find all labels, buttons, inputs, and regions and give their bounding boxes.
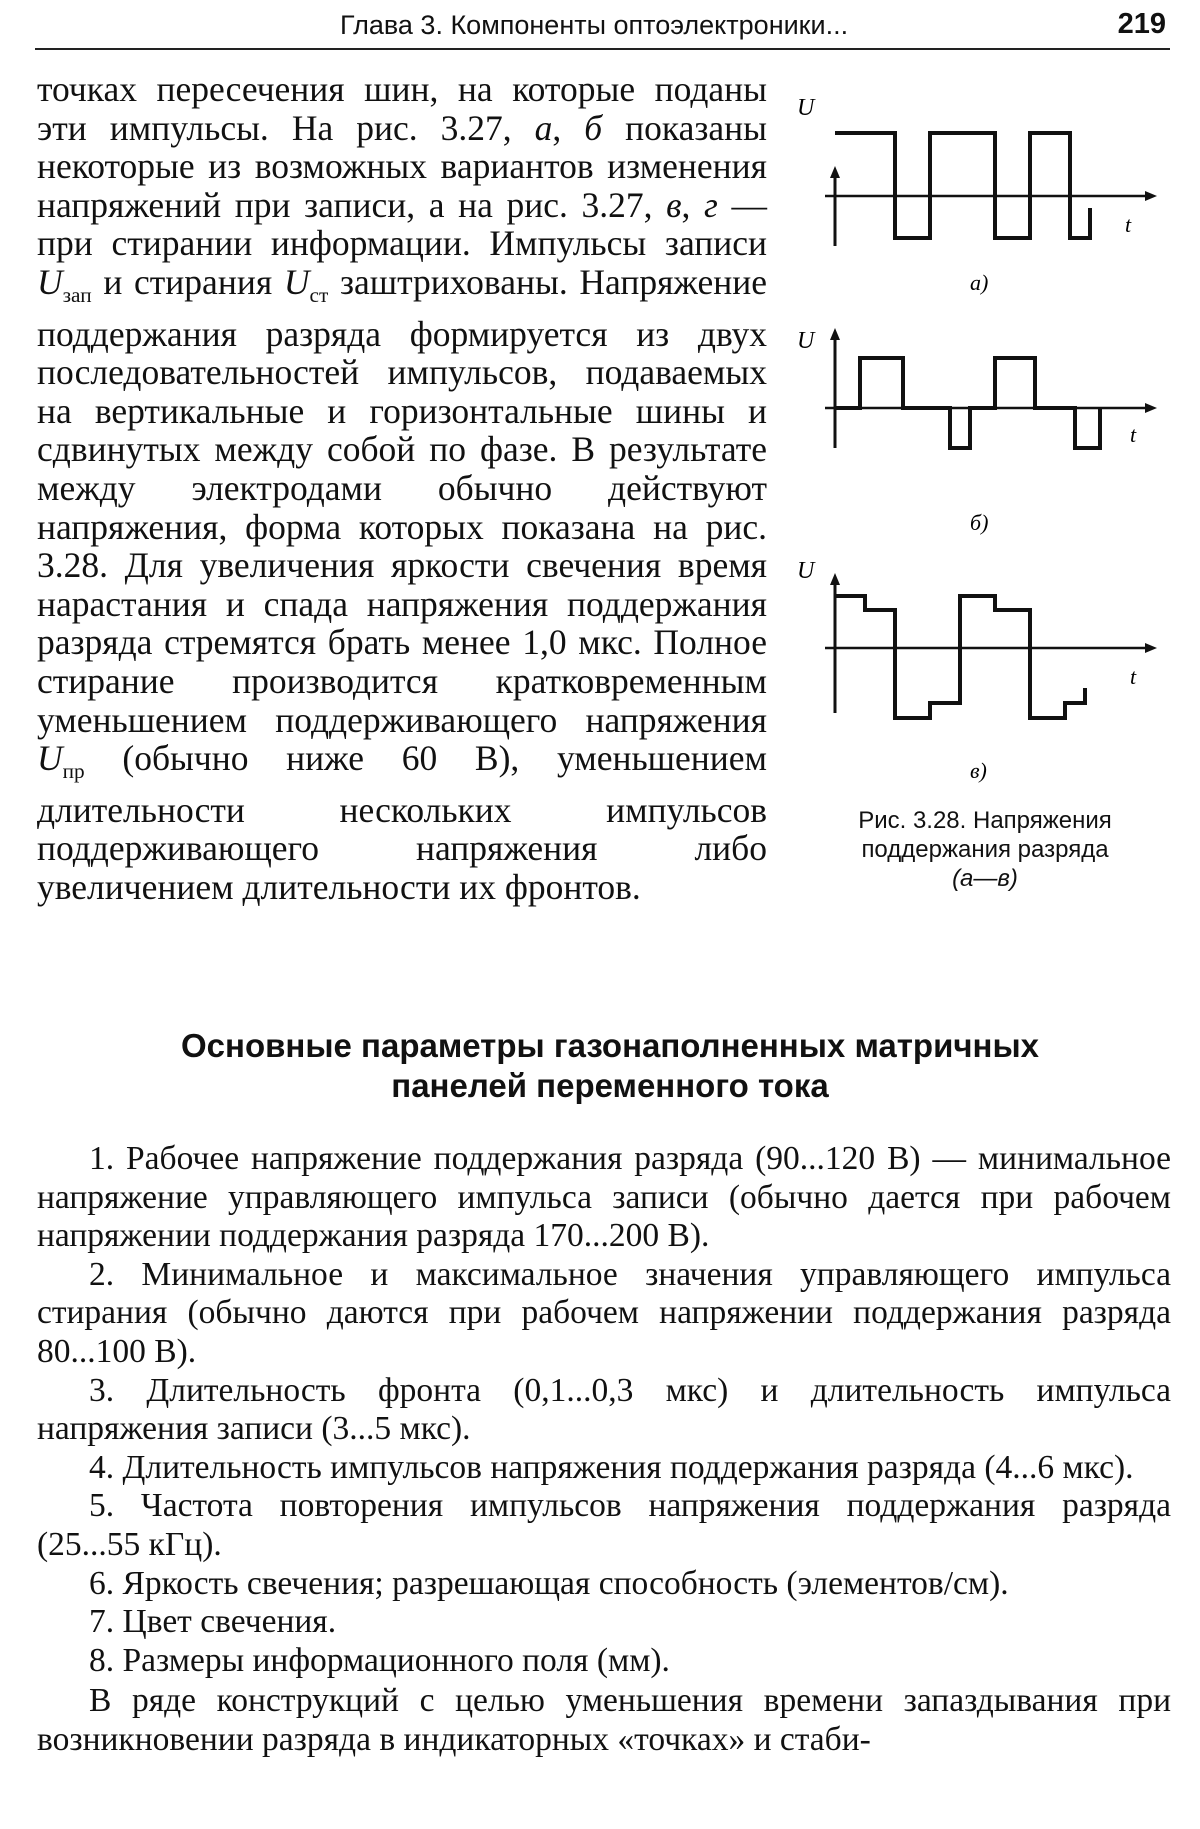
closing-paragraph: В ряде конструкций с целью уменьшения времени запаздывания при возникновении разряда в индикаторных «точках» и стаби- bbox=[37, 1682, 1171, 1758]
list-item: 6. Яркость свечения; разрешающая способность (элементов/см). bbox=[89, 1564, 1009, 1602]
list-item: 8. Размеры информационного поля (мм). bbox=[89, 1641, 670, 1679]
page-number: 219 bbox=[1117, 8, 1166, 40]
parameters-list bbox=[37, 1140, 1171, 1760]
figure-caption: Рис. 3.28. Напряжения поддержания разряда (а—в) bbox=[858, 807, 1112, 892]
list-item: 1. Рабочее напряжение поддержания разряда (90...120 В) — минимальное напряжение управляющего импульса записи (обычно дается при рабочем напряжении поддержания разряда 170...200 В). bbox=[37, 1140, 1171, 1255]
waveform-diagrams bbox=[785, 78, 1170, 798]
panel-label-a: а) bbox=[970, 270, 989, 295]
waveform-panel-a bbox=[797, 95, 1157, 295]
list-item: 4. Длительность импульсов напряжения поддержания разряда (4...6 мкс). bbox=[89, 1448, 1134, 1486]
intro-paragraph: точках пересечения шин, на которые поданы эти импульсы. На рис. 3.27, а, б показаны некоторые из возможных вариантов изменения напряжений при записи, а на рис. 3.27, в, г — при стирании информации. Импульсы записи $U_{зап}$ и стирания $U_{ст}$ заштрихованы. Напряжение поддержания разряда формируется из двух последовательностей импульсов, подаваемых на вертикальные и горизонтальные шины и сдвинутых между собой по фазе. В результате между электродами обычно действуют напряжения, форма которых показана на рис. 3.28. Для увеличения яркости свечения время нарастания и спада напряжения поддержания разряда стремятся брать менее 1,0 мкс. Полное стирание производится кратковременным уменьшением поддерживающего напряжения $U_{пр}$ (обычно ниже 60 В), уменьшением длительности нескольких импульсов поддерживающего напряжения либо увеличением длительности их фронтов. bbox=[37, 69, 768, 908]
panel-label-b: б) bbox=[970, 510, 989, 535]
waveform-panel-b bbox=[797, 328, 1157, 535]
axis-u-label-b: U bbox=[797, 328, 815, 354]
panel-label-v: в) bbox=[970, 758, 987, 783]
list-item: 7. Цвет свечения. bbox=[89, 1603, 337, 1641]
chapter-title: Глава 3. Компоненты оптоэлектроники... bbox=[340, 10, 849, 40]
intro-text-column bbox=[37, 70, 767, 907]
axis-u-label-v: U bbox=[797, 558, 815, 584]
list-item: 3. Длительность фронта (0,1...0,3 мкс) и длительность импульса напряжения записи (3...5 мкс). bbox=[37, 1371, 1171, 1448]
axis-u-label-a: U bbox=[797, 95, 815, 121]
waveform-panel-v bbox=[797, 558, 1157, 783]
list-item: 5. Частота повторения импульсов напряжения поддержания разряда (25...55 кГц). bbox=[37, 1487, 1171, 1563]
axis-t-label-b: t bbox=[1130, 422, 1137, 447]
axis-t-label-v: t bbox=[1130, 664, 1137, 689]
figure-3-28 bbox=[785, 78, 1170, 913]
section-heading: Основные параметры газонаполненных матричных панелей переменного тока bbox=[181, 1027, 1039, 1104]
list-item: 2. Минимальное и максимальное значения управляющего импульса стирания (обычно даются при рабочем напряжении поддержания разряда 80...100 В). bbox=[37, 1255, 1171, 1370]
axis-t-label-a: t bbox=[1125, 212, 1132, 237]
page-header bbox=[35, 8, 1170, 50]
